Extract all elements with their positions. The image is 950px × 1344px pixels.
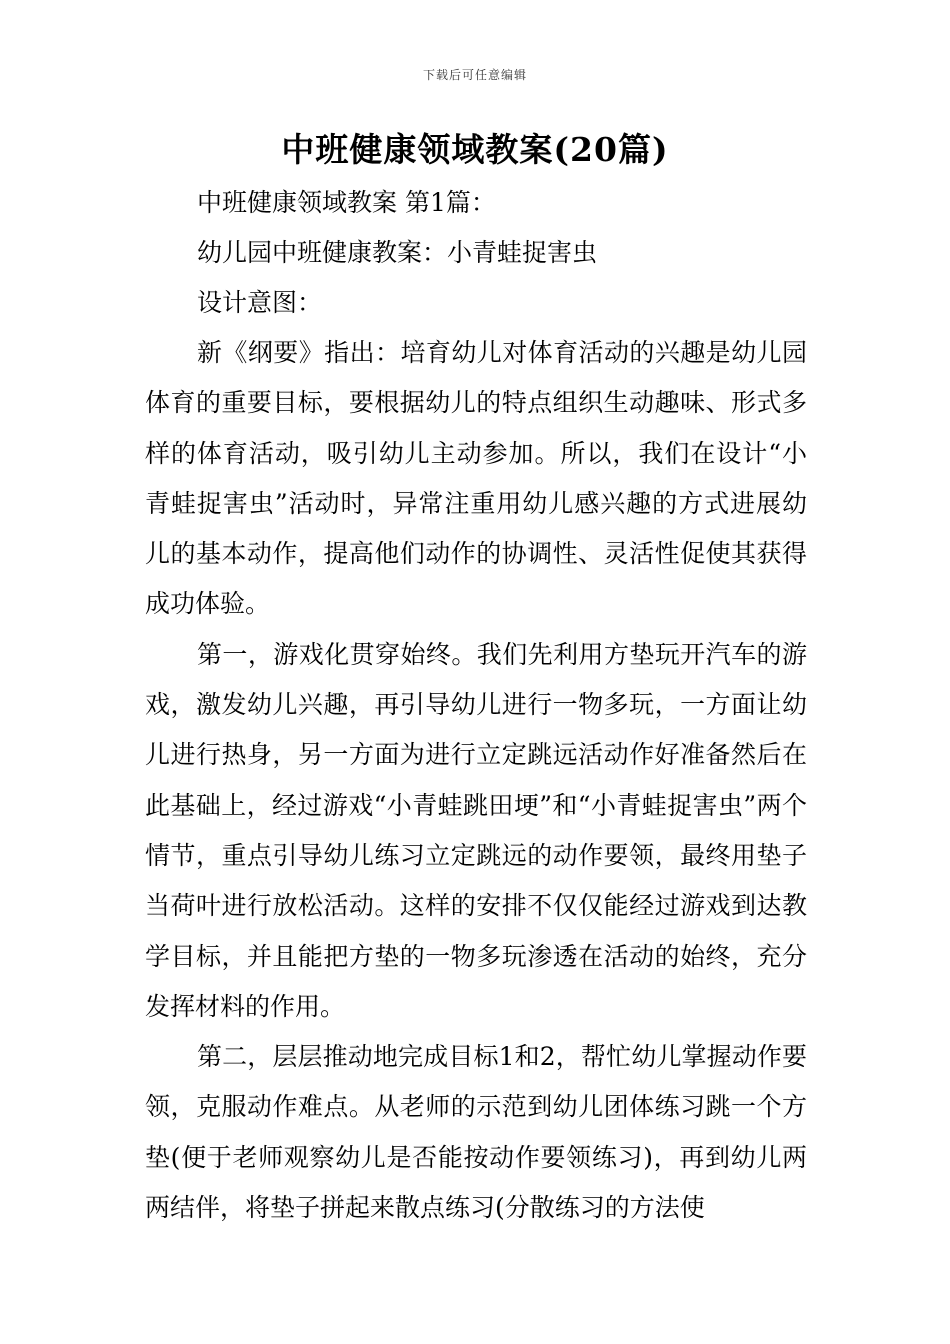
header-note: 下载后可任意编辑 — [422, 68, 527, 82]
paragraph-2: 第一，游戏化贯穿始终。我们先利用方垫玩开汽车的游戏，激发幼儿兴趣，再引导幼儿进行一物多玩，一方面让幼儿进行热身，另一方面为进行立定跳远活动作好准备然后在此基础上，经过游戏“小青蛙跳田埂”和“小青蛙捉害虫”两个情节，重点引导幼儿练习立定跳远的动作要领，最终用垫子当荷叶进行放松活动。这样的安排不仅仅能经过游戏到达教学目标，并且能把方垫的一物多玩渗透在活动的始终，充分发挥材料的作用。 — [145, 639, 807, 1021]
document-body — [145, 178, 807, 1233]
paragraph-3: 第二，层层推动地完成目标1和2，帮忙幼儿掌握动作要领，克服动作难点。从老师的示范到幼儿团体练习跳一个方垫(便于老师观察幼儿是否能按动作要领练习)，再到幼儿两两结伴，将垫子拼起来散点练习(分散练习的方法使 — [145, 1042, 807, 1223]
document-title: 中班健康领域教案(20篇) — [281, 130, 669, 169]
section-heading: 中班健康领域教案 第1篇： — [197, 188, 496, 217]
lesson-title: 幼儿园中班健康教案：小青蛙捉害虫 — [197, 238, 598, 267]
subheading-design-intent: 设计意图： — [197, 288, 323, 317]
paragraph-1: 新《纲要》指出：培育幼儿对体育活动的兴趣是幼儿园体育的重要目标，要根据幼儿的特点组织生动趣味、形式多样的体育活动，吸引幼儿主动参加。所以，我们在设计“小青蛙捉害虫”活动时，异常注重用幼儿感兴趣的方式进展幼儿的基本动作，提高他们动作的协调性、灵活性促使其获得成功体验。 — [145, 338, 807, 619]
